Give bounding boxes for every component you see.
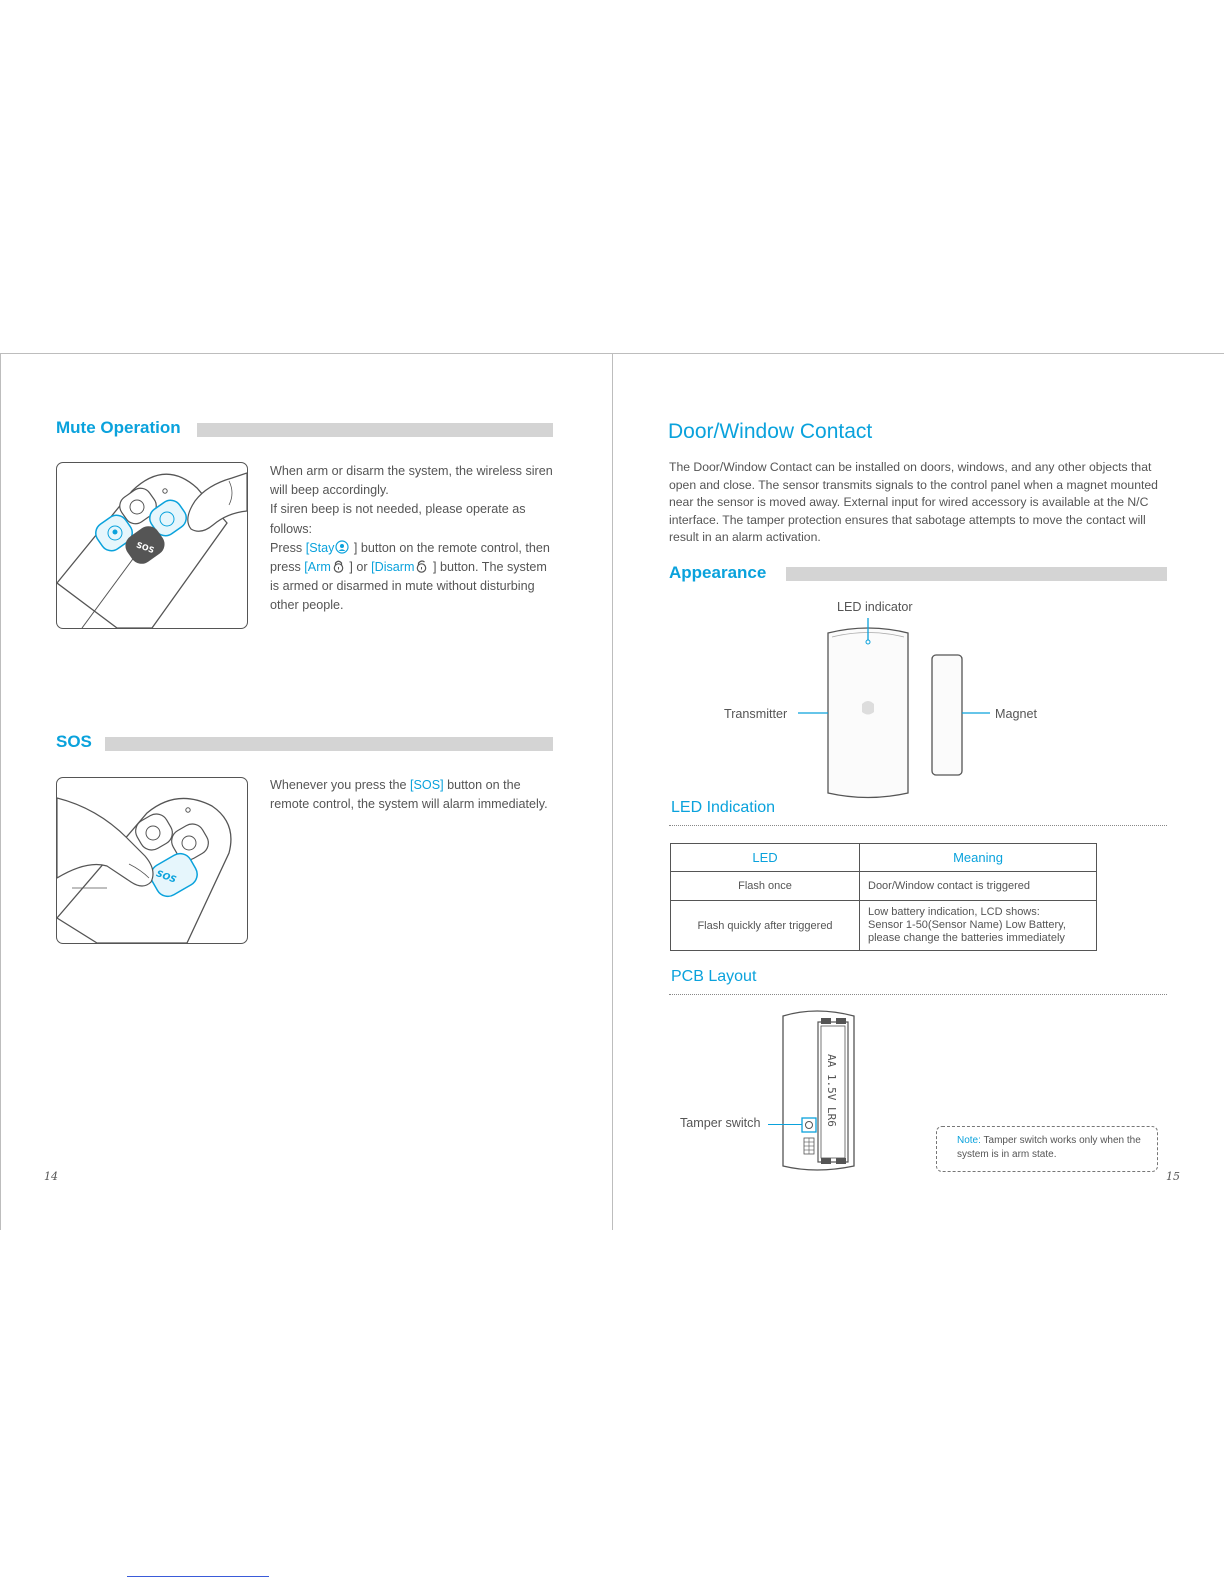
page-number-right: 15	[1166, 1170, 1180, 1183]
led-cell: Flash once	[671, 872, 860, 901]
page-number-left: 14	[44, 1170, 58, 1183]
tamper-note	[936, 1126, 1158, 1172]
tamper-pointer	[768, 1124, 802, 1125]
door-window-intro: The Door/Window Contact can be installed on doors, windows, and any other objects that open and close. The sensor transmits signals to the control panel when a magnet mounted near the sensor is moved away. External input for wired accessory is available at the N/C interface. The tamper protection ensures that sabotage attempts to move the contact will result in an alarm activation.	[669, 460, 1158, 545]
led-indication-table	[670, 843, 1097, 951]
sos-text: Whenever you press the [SOS] button on the remote control, the system will alarm immediately.	[270, 778, 548, 812]
appearance-title-bar	[786, 567, 1167, 581]
stay-button-ref: [Stay	[305, 540, 335, 555]
transmitter-logo-icon	[862, 701, 874, 715]
transmitter-label: Transmitter	[724, 707, 788, 721]
page-frame-left-line	[0, 353, 1, 1230]
sos-key-label: SOS	[154, 869, 178, 886]
tamper-switch-label: Tamper switch	[680, 1116, 761, 1130]
appearance-diagram	[790, 615, 1000, 800]
mute-operation-title: Mute Operation	[56, 418, 181, 437]
mute-operation-text	[270, 462, 558, 616]
led-table-header-led: LED	[671, 844, 860, 872]
led-table-header-meaning: Meaning	[860, 844, 1097, 872]
sos-remote-illustration	[56, 777, 248, 944]
arm-button-ref: [Arm	[304, 560, 331, 575]
mute-sos-key-label: SOS	[135, 540, 156, 556]
magnet-shape	[932, 655, 962, 775]
led-indicator-label: LED indicator	[837, 600, 913, 614]
sos-title: SOS	[56, 732, 92, 751]
battery-label: AA 1.5V LR6	[825, 1054, 838, 1127]
table-row	[671, 872, 1097, 901]
pcb-diagram	[770, 1008, 862, 1172]
table-row	[671, 901, 1097, 951]
arm-lock-icon	[332, 559, 345, 573]
mute-text-instructions: Press [Stay ] button on the remote control, then press [Arm ] or [Disarm ] button. The system is armed or disarmed in mute without disturbing other people.	[270, 540, 550, 613]
mute-text-line1: When arm or disarm the system, the wireless siren will beep accordingly.	[270, 464, 553, 498]
disarm-button-ref: [Disarm	[371, 560, 415, 575]
stay-icon	[335, 540, 349, 554]
note-text: Tamper switch works only when the system is in arm state.	[957, 1135, 1141, 1160]
led-indication-title: LED Indication	[671, 799, 776, 816]
page-divider	[612, 353, 613, 1230]
mute-text-line2: If siren beep is not needed, please operate as follows:	[270, 502, 526, 536]
sos-button-ref: [SOS]	[410, 778, 444, 792]
bottom-link-line	[127, 1576, 269, 1577]
appearance-title: Appearance	[669, 563, 767, 582]
pcb-layout-dotline	[669, 994, 1167, 995]
led-table-header-row	[671, 844, 1097, 872]
mute-operation-title-bar	[197, 423, 553, 437]
note-label: Note:	[957, 1135, 981, 1146]
mute-remote-illustration	[56, 462, 248, 629]
magnet-label: Magnet	[995, 707, 1038, 721]
disarm-lock-icon	[415, 559, 428, 573]
pcb-layout-title: PCB Layout	[671, 968, 757, 985]
sos-title-bar	[105, 737, 553, 751]
tamper-switch	[802, 1118, 816, 1132]
meaning-cell: Door/Window contact is triggered	[860, 872, 1097, 901]
led-cell: Flash quickly after triggered	[671, 901, 860, 951]
led-indication-dotline	[669, 825, 1167, 826]
door-window-contact-title: Door/Window Contact	[668, 420, 873, 443]
meaning-cell: Low battery indication, LCD shows: Sensor 1-50(Sensor Name) Low Battery, please change the batteries immediately	[860, 901, 1097, 951]
